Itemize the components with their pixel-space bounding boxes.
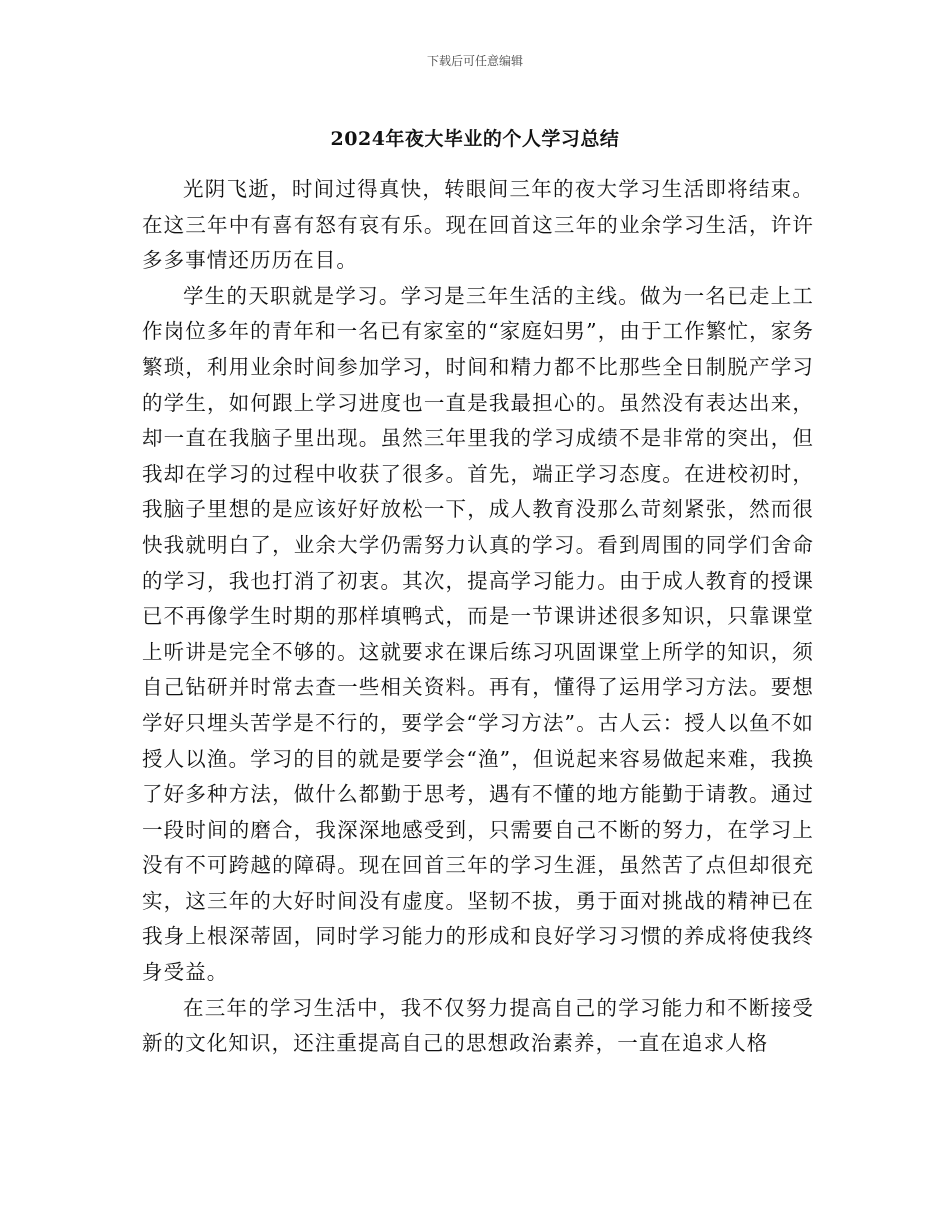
document-title: 2024年夜大毕业的个人学习总结 <box>330 128 620 150</box>
page-header-note: 下载后可任意编辑 <box>426 54 523 68</box>
document-body <box>142 172 814 1062</box>
paragraph-1: 光阴飞逝，时间过得真快，转眼间三年的夜大学习生活即将结束。在这三年中有喜有怒有哀有乐。现在回首这三年的业余学习生活，许许多多事情还历历在目。 <box>142 177 814 273</box>
paragraph-3: 在三年的学习生活中，我不仅努力提高自己的学习能力和不断接受新的文化知识，还注重提高自己的思想政治素养，一直在追求人格 <box>142 995 814 1056</box>
paragraph-2: 学生的天职就是学习。学习是三年生活的主线。做为一名已走上工作岗位多年的青年和一名已有家室的“家庭妇男”，由于工作繁忙，家务繁琐，利用业余时间参加学习，时间和精力都不比那些全日制脱产学习的学生，如何跟上学习进度也一直是我最担心的。虽然没有表达出来，却一直在我脑子里出现。虽然三年里我的学习成绩不是非常的突出，但我却在学习的过程中收获了很多。首先，端正学习态度。在进校初时，我脑子里想的是应该好好放松一下，成人教育没那么苛刻紧张，然而很快我就明白了，业余大学仍需努力认真的学习。看到周围的同学们舍命的学习，我也打消了初衷。其次，提高学习能力。由于成人教育的授课已不再像学生时期的那样填鸭式，而是一节课讲述很多知识，只靠课堂上听讲是完全不够的。这就要求在课后练习巩固课堂上所学的知识，须自己钻研并时常去查一些相关资料。再有，懂得了运用学习方法。要想学好只埋头苦学是不行的，要学会“学习方法”。古人云：授人以鱼不如授人以渔。学习的目的就是要学会“渔”，但说起来容易做起来难，我换了好多种方法，做什么都勤于思考，遇有不懂的地方能勤于请教。通过一段时间的磨合，我深深地感受到，只需要自己不断的努力，在学习上没有不可跨越的障碍。现在回首三年的学习生涯，虽然苦了点但却很充实，这三年的大好时间没有虚度。坚韧不拔，勇于面对挑战的精神已在我身上根深蒂固，同时学习能力的形成和良好学习习惯的养成将使我终身受益。 <box>142 283 814 985</box>
